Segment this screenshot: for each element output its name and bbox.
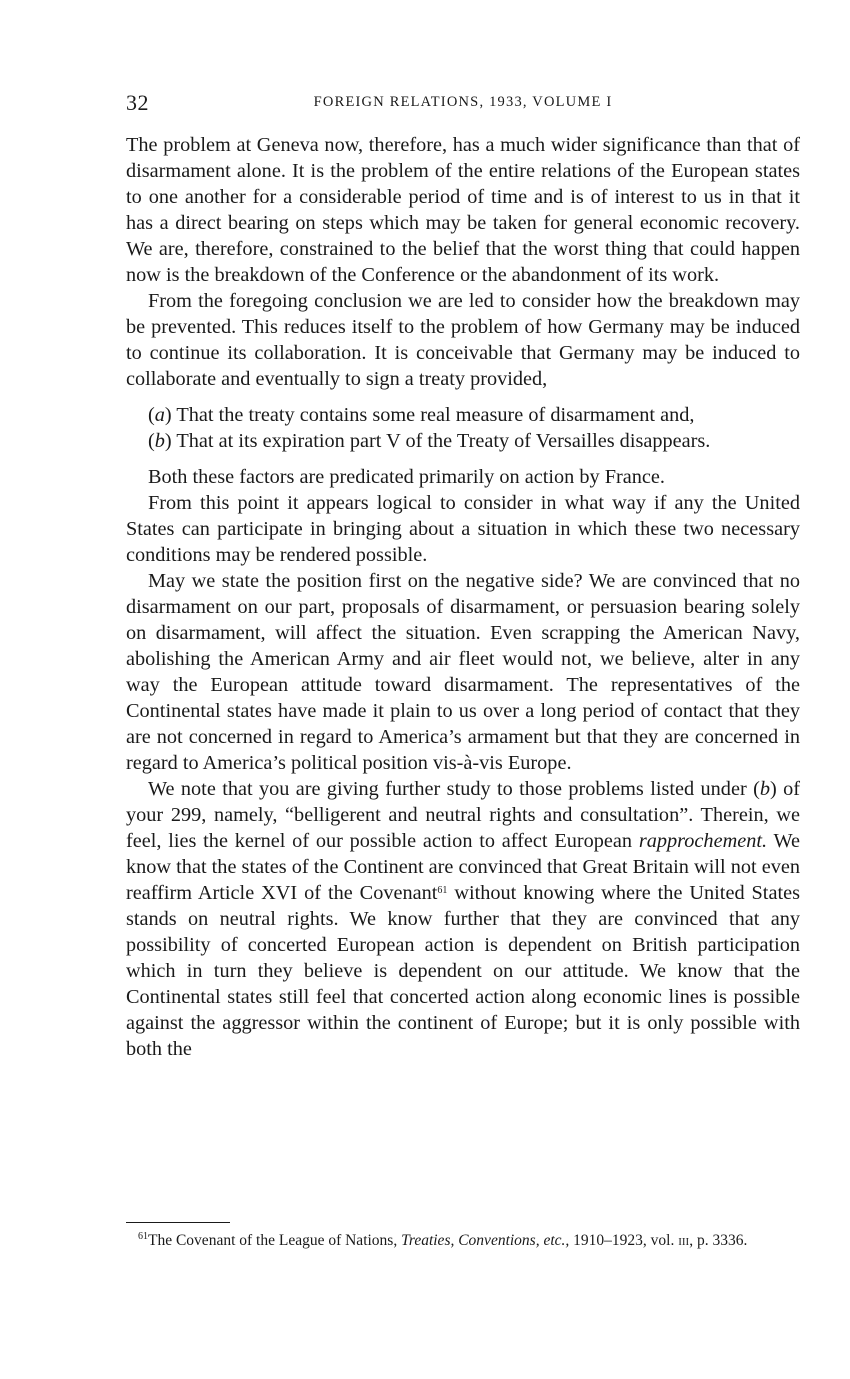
paragraph-6-letter: b [759,778,770,800]
footnote-text-2: 1910–1923, vol. [569,1232,679,1249]
paragraph-3: Both these factors are predicated primarily on action by France. [148,466,665,488]
page-number: 32 [126,90,149,115]
footnote-rule [126,1222,230,1223]
page-header [126,90,800,116]
footnote-volume: iii [678,1232,690,1249]
footnote-number: 61 [138,1231,148,1242]
paragraph-6 [126,776,800,1062]
footnote-text-3: , p. 3336. [689,1232,748,1249]
body-text [126,132,800,1062]
list-item-a-letter: a [154,404,165,426]
footnote-text-1: The Covenant of the League of Nations, [148,1232,402,1249]
list-item-a-text: That the treaty contains some real measure of disarmament and, [176,404,695,426]
paragraph-6-part-3: We know that the states of the Continent are convinced that Great Britain will not even reaffirm Article XVI of the Covenant [126,830,800,904]
paragraph-6-part-4: without knowing where the United States stands on neutral rights. We know further that they are convinced that any possibility of concerted European action is dependent on British participation which in turn they believe is dependent on our attitude. We know that the Continental states still feel that concerted action along economic lines is possible against the aggressor within the continent of Europe; but it is only possible with both the [126,882,800,1060]
footnote [120,1231,800,1250]
footnote-italic: Treaties, Conventions, etc., [401,1232,570,1249]
list-item-b-text: That at its expiration part V of the Treaty of Versailles disappears. [176,430,711,452]
paragraph-4: From this point it appears logical to consider in what way if any the United States can participate in bringing about a situation in which these two necessary conditions may be rendered possible. [126,492,800,566]
running-head: FOREIGN RELATIONS, 1933, VOLUME I [313,94,613,110]
list-item-a: (a) That the treaty contains some real measure of disarmament and, [148,404,695,426]
paragraph-6-italic: rapprochement. [638,830,768,852]
paragraph-2: From the foregoing conclusion we are led to consider how the breakdown may be prevented. This reduces itself to the problem of how Germany may be induced to continue its collaboration. It is conceivable that Germany may be induced to collaborate and eventually to sign a treaty provided, [126,290,800,390]
list-item-b: (b) That at its expiration part V of the Treaty of Versailles disappears. [148,430,711,452]
paragraph-1: The problem at Geneva now, therefore, has a much wider significance than that of disarmament alone. It is the problem of the entire relations of the European states to one another for a considerable period of time and is of interest to us in that it has a direct bearing on steps which may be taken for general economic recovery. We are, therefore, constrained to the belief that the worst thing that could happen now is the breakdown of the Conference or the abandonment of its work. [126,134,800,286]
paragraph-5: May we state the position first on the negative side? We are convinced that no disarmament on our part, proposals of disarmament, or persuasion bearing solely on disarmament, will affect the situation. Even scrapping the American Navy, abolishing the American Army and air fleet would not, we believe, alter in any way the European attitude toward disarmament. The representatives of the Continental states have made it plain to us over a long period of contact that they are not concerned in regard to America’s armament but that they are concerned in regard to America’s political position vis-à-vis Europe. [126,570,800,774]
list-item-b-letter: b [154,430,165,452]
footnote-reference[interactable]: 61 [437,885,448,896]
paragraph-6-part-1: We note that you are giving further study to those problems listed under ( [148,778,760,800]
paragraph-6-part-2: ) of your 299, namely, “belligerent and neutral rights and consultation”. Therein, we feel, lies the kernel of our possible action to affect European [126,778,801,852]
